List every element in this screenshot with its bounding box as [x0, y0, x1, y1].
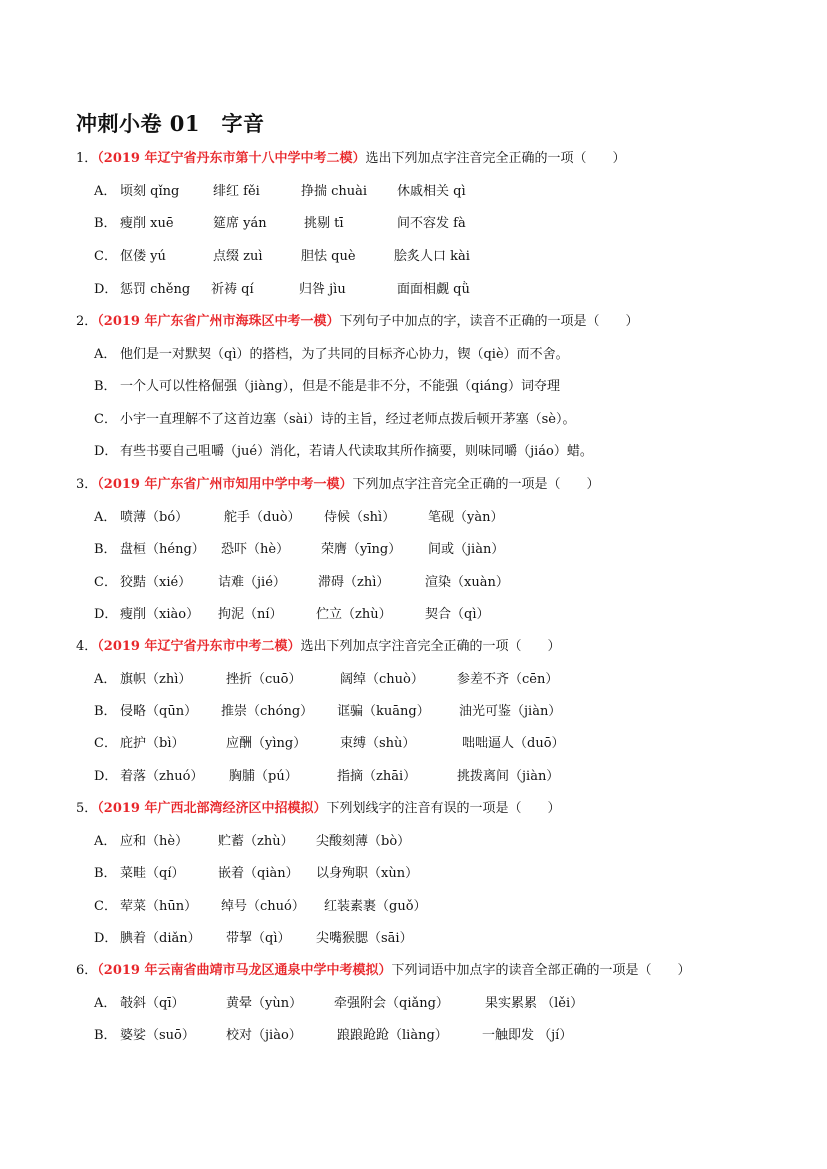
- option-item: 绰号（chuó）: [221, 899, 305, 914]
- option-item: 果实累累 （lěi）: [485, 996, 584, 1011]
- question-1: [76, 150, 626, 168]
- option-item: 侍候（shì）: [324, 510, 396, 525]
- option-item: 挑剔 tī: [304, 216, 344, 231]
- option-item: 旗帜（zhì）: [120, 672, 192, 687]
- option-text: 一个人可以性格倔强（jiàng），但是不能是非不分，不能强（qiáng）词夺理: [120, 379, 561, 394]
- question-source: （2019 年云南省曲靖市马龙区通泉中学中考模拟）: [97, 963, 392, 978]
- option-item: 阔绰（chuò）: [340, 672, 424, 687]
- option-item: 伫立（zhù）: [316, 607, 392, 622]
- option-item: 胸脯（pú）: [229, 769, 298, 784]
- option-text: 小宇一直理解不了这首边塞（sài）诗的主旨，经过老师点拨后顿开茅塞（sè）。: [120, 412, 576, 427]
- option-item: 束缚（shù）: [340, 736, 416, 751]
- option-label: D．: [94, 444, 118, 459]
- option-label: C．: [94, 249, 117, 264]
- option-item: 红装素裹（guǒ）: [324, 899, 427, 914]
- question-source: （2019 年广东省广州市知用中学中考一模）: [97, 477, 353, 492]
- option-item: 嵌着（qiàn）: [218, 866, 299, 881]
- option-item: 庇护（bì）: [120, 736, 185, 751]
- question-5: [76, 800, 561, 818]
- question-stem: 下列词语中加点字的读音全部正确的一项是（ ）: [391, 963, 691, 978]
- option-item: 攲斜（qī）: [120, 996, 185, 1011]
- option-label: D．: [94, 607, 118, 622]
- option-item: 舵手（duò）: [224, 510, 301, 525]
- question-source: （2019 年辽宁省丹东市第十八中学中考二模）: [97, 151, 366, 166]
- option-item: 挫折（cuō）: [226, 672, 302, 687]
- option-label: A．: [94, 672, 117, 687]
- option-text: 他们是一对默契（qì）的搭档，为了共同的目标齐心协力，锲（qiè）而不舍。: [120, 347, 569, 362]
- question-6: [76, 962, 691, 980]
- option-label: C．: [94, 412, 117, 427]
- option-label: A．: [94, 347, 117, 362]
- option-label: A．: [94, 834, 117, 849]
- option-item: 恐吓（hè）: [221, 542, 290, 557]
- option-item: 盘桓（héng）: [120, 542, 205, 557]
- option-item: 尖酸刻薄（bò）: [316, 834, 411, 849]
- option-item: 挑拨离间（jiàn）: [457, 769, 560, 784]
- option-label: C．: [94, 736, 117, 751]
- option-item: 荤菜（hūn）: [120, 899, 198, 914]
- option-item: 一触即发 （jí）: [482, 1028, 573, 1043]
- option-item: 绯红 fěi: [213, 184, 260, 199]
- option-label: C．: [94, 899, 117, 914]
- option-label: C．: [94, 575, 117, 590]
- question-number: 5．: [76, 801, 98, 816]
- question-number: 4．: [76, 639, 98, 654]
- option-label: A．: [94, 184, 117, 199]
- option-label: A．: [94, 510, 117, 525]
- option-item: 婆娑（suō）: [120, 1028, 195, 1043]
- option-item: 诓骗（kuāng）: [337, 704, 430, 719]
- option-item: 牵强附会（qiǎng）: [334, 996, 449, 1011]
- option-item: 腆着（diǎn）: [120, 931, 201, 946]
- option-label: B．: [94, 216, 117, 231]
- option-item: 拘泥（ní）: [218, 607, 283, 622]
- option-item: 瘦削（xiào）: [120, 607, 200, 622]
- option-item: 滞碍（zhì）: [318, 575, 390, 590]
- question-number: 1．: [76, 151, 98, 166]
- option-item: 归咎 jìu: [299, 282, 346, 297]
- option-item: 油光可鉴（jiàn）: [459, 704, 562, 719]
- option-item: 应和（hè）: [120, 834, 189, 849]
- option-item: 喷薄（bó）: [120, 510, 189, 525]
- option-item: 菜畦（qí）: [120, 866, 185, 881]
- question-4: [76, 638, 561, 656]
- question-stem: 选出下列加点字注音完全正确的一项（ ）: [365, 151, 626, 166]
- option-label: B．: [94, 1028, 117, 1043]
- option-item: 顷刻 qǐng: [120, 184, 180, 199]
- option-item: 诘难（jié）: [218, 575, 286, 590]
- option-item: 脍炙人口 kài: [394, 249, 470, 264]
- option-item: 尖嘴猴腮（sāi）: [316, 931, 413, 946]
- option-item: 贮蓄（zhù）: [218, 834, 294, 849]
- question-source: （2019 年广西北部湾经济区中招模拟）: [97, 801, 327, 816]
- option-item: 带挈（qì）: [226, 931, 291, 946]
- option-item: 黄晕（yùn）: [226, 996, 303, 1011]
- option-label: B．: [94, 866, 117, 881]
- option-label: D．: [94, 931, 118, 946]
- option-item: 笔砚（yàn）: [428, 510, 504, 525]
- question-number: 6．: [76, 963, 98, 978]
- question-source: （2019 年广东省广州市海珠区中考一模）: [97, 314, 340, 329]
- option-label: A．: [94, 996, 117, 1011]
- option-item: 点缀 zuì: [213, 249, 263, 264]
- option-item: 渲染（xuàn）: [425, 575, 509, 590]
- option-label: B．: [94, 379, 117, 394]
- question-3: [76, 476, 600, 494]
- option-item: 间不容发 fà: [397, 216, 466, 231]
- option-item: 惩罚 chěng: [120, 282, 191, 297]
- option-item: 狡黠（xié）: [120, 575, 192, 590]
- option-label: B．: [94, 704, 117, 719]
- option-item: 指摘（zhāi）: [337, 769, 417, 784]
- question-source: （2019 年辽宁省丹东市中考二模）: [97, 639, 301, 654]
- option-item: 筵席 yán: [213, 216, 267, 231]
- option-item: 以身殉职（xùn）: [316, 866, 419, 881]
- question-stem: 下列划线字的注音有误的一项是（ ）: [326, 801, 561, 816]
- page-title: 冲刺小卷 01 字音: [76, 111, 265, 136]
- question-stem: 选出下列加点字注音完全正确的一项（ ）: [300, 639, 561, 654]
- option-item: 踉踉跄跄（liàng）: [337, 1028, 448, 1043]
- option-item: 伛偻 yú: [120, 249, 166, 264]
- question-stem: 下列加点字注音完全正确的一项是（ ）: [352, 477, 600, 492]
- question-stem: 下列句子中加点的字，读音不正确的一项是（ ）: [339, 314, 639, 329]
- option-item: 契合（qì）: [425, 607, 490, 622]
- option-item: 咄咄逼人（duō）: [462, 736, 565, 751]
- option-label: B．: [94, 542, 117, 557]
- question-2: [76, 313, 639, 331]
- option-label: D．: [94, 282, 118, 297]
- question-number: 2．: [76, 314, 98, 329]
- option-item: 应酬（yìng）: [226, 736, 307, 751]
- option-label: D．: [94, 769, 118, 784]
- option-item: 侵略（qūn）: [120, 704, 198, 719]
- option-item: 挣揣 chuài: [301, 184, 368, 199]
- option-item: 荣膺（yīng）: [321, 542, 402, 557]
- option-item: 胆怯 què: [301, 249, 356, 264]
- question-number: 3．: [76, 477, 98, 492]
- option-item: 祈祷 qí: [211, 282, 254, 297]
- option-text: 有些书要自己咀嚼（jué）消化，若请人代读取其所作摘要，则味同嚼（jiáo）蜡。: [120, 444, 593, 459]
- option-item: 面面相觑 qǜ: [397, 282, 470, 297]
- option-item: 休戚相关 qì: [397, 184, 466, 199]
- option-item: 着落（zhuó）: [120, 769, 204, 784]
- option-item: 校对（jiào）: [226, 1028, 302, 1043]
- option-item: 间或（jiàn）: [428, 542, 505, 557]
- option-item: 推崇（chóng）: [221, 704, 314, 719]
- option-item: 瘦削 xuē: [120, 216, 174, 231]
- option-item: 参差不齐（cēn）: [457, 672, 559, 687]
